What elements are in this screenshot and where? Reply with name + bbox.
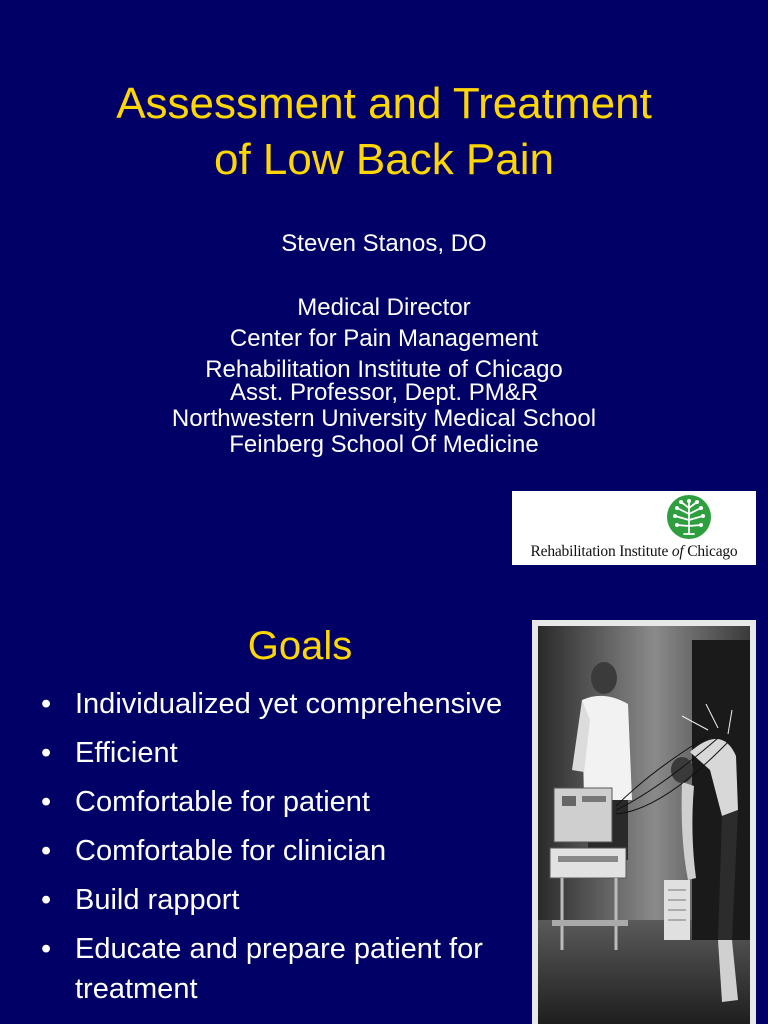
list-item: [40, 684, 520, 724]
bullet-icon: •: [41, 835, 52, 867]
affiliation-line: Asst. Professor, Dept. PM&R: [229, 379, 539, 406]
affiliation-line: Medical Director: [297, 294, 471, 321]
list-item-text: Comfortable for patient: [75, 786, 370, 818]
bullet-icon: •: [41, 737, 52, 769]
list-item-text: Educate and prepare patient for treatment: [75, 933, 483, 1005]
logo-text-part: of: [671, 543, 684, 560]
slide-title-line-2: of Low Back Pain: [214, 135, 554, 184]
affiliation-line: Feinberg School Of Medicine: [229, 431, 539, 458]
affiliation-line: Rehabilitation Institute of Chicago: [205, 356, 563, 383]
tree-icon: [666, 494, 712, 540]
list-item: [40, 929, 520, 1009]
logo-text-part: Rehabilitation Institute: [530, 543, 672, 560]
list-item: [40, 733, 520, 773]
author-name: Steven Stanos, DO: [281, 230, 487, 257]
ric-logo: [512, 491, 756, 565]
bullet-icon: •: [41, 884, 52, 916]
list-item-text: Efficient: [75, 737, 178, 769]
list-item: [40, 831, 520, 871]
slide-title-line-1: Assessment and Treatment: [116, 79, 652, 128]
goals-list: [40, 684, 520, 1018]
list-item-text: Comfortable for clinician: [75, 835, 387, 867]
logo-wordmark: [512, 543, 756, 561]
list-item: [40, 782, 520, 822]
list-item-text: Individualized yet comprehensive: [75, 688, 503, 720]
bullet-icon: •: [41, 688, 52, 720]
affiliation-block-1: [0, 292, 768, 385]
list-item: [40, 880, 520, 920]
goals-title: Goals: [247, 624, 353, 668]
bullet-icon: •: [41, 933, 52, 965]
slide-title: [0, 76, 768, 188]
affiliation-block-2: [0, 380, 768, 458]
clinical-photo: [532, 620, 756, 1024]
affiliation-line: Northwestern University Medical School: [171, 405, 597, 432]
list-item-text: Build rapport: [75, 884, 240, 916]
logo-text-part: Chicago: [683, 543, 738, 560]
bullet-icon: •: [41, 786, 52, 818]
affiliation-line: Center for Pain Management: [229, 325, 539, 352]
